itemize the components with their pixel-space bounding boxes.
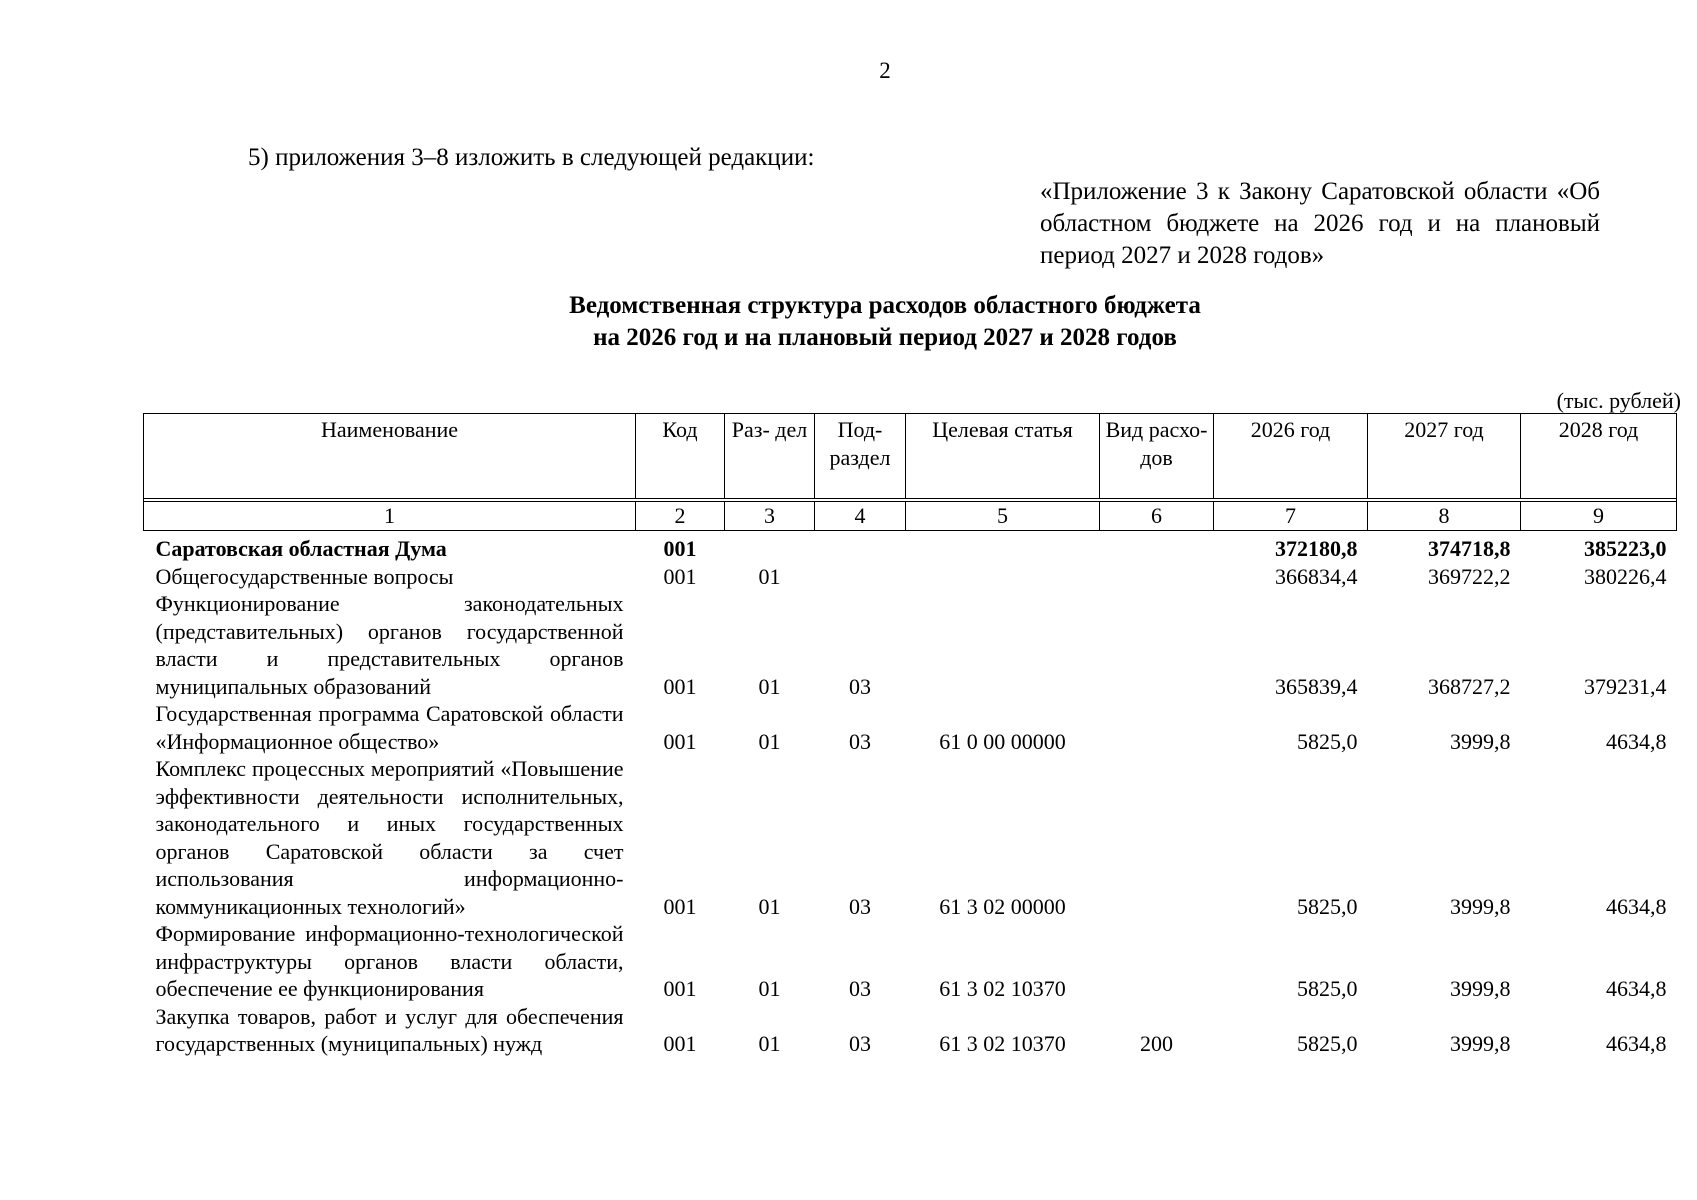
- cell-section: 01: [758, 673, 781, 699]
- cell-expense-type: [1100, 700, 1214, 755]
- header-2026: 2026 год: [1214, 414, 1368, 499]
- column-number: 7: [1214, 502, 1368, 531]
- cell-target: 61 3 02 10370: [939, 1031, 1066, 1056]
- cell-code: 001: [663, 673, 697, 699]
- header-code: Код: [636, 414, 725, 499]
- column-number: 9: [1521, 502, 1677, 531]
- cell-code: 001: [663, 563, 697, 589]
- header-target: Целевая статья: [906, 414, 1100, 499]
- cell-2027: 374718,8: [1428, 536, 1511, 561]
- intro-paragraph: 5) приложения 3–8 изложить в следующей редакции:: [248, 144, 815, 171]
- cell-code: 001: [663, 536, 697, 561]
- cell-subsection: [815, 563, 906, 591]
- cell-subsection: 03: [849, 728, 871, 754]
- cell-name: Саратовская областная Дума: [155, 536, 447, 561]
- cell-2026: 5825,0: [1297, 1031, 1358, 1056]
- title-line-2: на 2026 год и на плановый период 2027 и 2028 годов: [593, 324, 1177, 351]
- cell-2028: 379231,4: [1584, 673, 1667, 699]
- cell-2026: 365839,4: [1275, 673, 1358, 699]
- cell-target: 61 0 00 00000: [939, 728, 1066, 754]
- cell-expense-type: [1100, 531, 1214, 563]
- header-2027: 2027 год: [1368, 414, 1521, 499]
- table-row: [144, 1003, 1677, 1058]
- table-row: [144, 755, 1677, 920]
- cell-target: [906, 590, 1100, 700]
- unit-label: (тыс. рублей): [1556, 388, 1681, 413]
- cell-code: 001: [663, 893, 697, 919]
- cell-2026: 5825,0: [1297, 893, 1358, 919]
- appendix-reference: «Приложение 3 к Закону Саратовской области «Об областном бюджете на 2026 год и на плановый период 2027 и 2028 годов»: [1040, 178, 1600, 269]
- cell-target: 61 3 02 00000: [939, 893, 1066, 919]
- cell-section: 01: [758, 728, 781, 754]
- header-2028: 2028 год: [1521, 414, 1677, 499]
- cell-code: 001: [663, 976, 697, 1001]
- cell-name: Комплекс процессных мероприятий «Повышение эффективности деятельности исполнительных, законодательного и иных государственных органов Саратовской области за счет использования информационно-коммуникационных технологий»: [155, 756, 624, 919]
- cell-2028: 4634,8: [1606, 893, 1667, 919]
- cell-2026: 366834,4: [1275, 563, 1358, 589]
- cell-expense-type: 200: [1140, 1031, 1173, 1056]
- cell-2028: 4634,8: [1606, 1031, 1667, 1056]
- cell-2027: 3999,8: [1450, 893, 1511, 919]
- budget-table: [143, 413, 1677, 1058]
- column-number: 5: [906, 502, 1100, 531]
- table-row: [144, 700, 1677, 755]
- column-number: 2: [636, 502, 725, 531]
- cell-code: 001: [663, 728, 697, 754]
- title-line-1: Ведомственная структура расходов областного бюджета: [569, 292, 1201, 319]
- cell-2026: 5825,0: [1297, 976, 1358, 1001]
- table-row: [144, 563, 1677, 591]
- cell-2027: 369722,2: [1428, 563, 1511, 589]
- document-title: [0, 290, 1697, 354]
- page-number: 2: [879, 58, 891, 83]
- cell-expense-type: [1100, 755, 1214, 920]
- cell-2027: 3999,8: [1450, 1031, 1511, 1056]
- column-number: 1: [144, 502, 636, 531]
- cell-section: 01: [758, 563, 781, 589]
- cell-subsection: 03: [849, 1031, 871, 1056]
- table-body: [144, 531, 1677, 1058]
- cell-target: [906, 563, 1100, 591]
- cell-2028: 4634,8: [1606, 976, 1667, 1001]
- cell-subsection: [815, 531, 906, 563]
- cell-subsection: 03: [849, 976, 871, 1001]
- cell-2026: 372180,8: [1275, 536, 1358, 561]
- cell-expense-type: [1100, 920, 1214, 1003]
- cell-2027: 3999,8: [1450, 728, 1511, 754]
- cell-expense-type: [1100, 590, 1214, 700]
- column-number-row: [144, 502, 1677, 531]
- cell-2027: 368727,2: [1428, 673, 1511, 699]
- column-number: 6: [1100, 502, 1214, 531]
- cell-name: Формирование информационно-технологической инфраструктуры органов власти области, обеспечение ее функционирования: [155, 921, 624, 1001]
- cell-2028: 380226,4: [1584, 563, 1667, 589]
- cell-name: Общегосударственные вопросы: [155, 563, 454, 589]
- cell-section: [725, 531, 815, 563]
- table-row: [144, 920, 1677, 1003]
- cell-section: 01: [758, 893, 781, 919]
- cell-section: 01: [758, 1031, 781, 1056]
- cell-2028: 385223,0: [1584, 536, 1667, 561]
- header-name: Наименование: [144, 414, 636, 499]
- cell-2026: 5825,0: [1297, 728, 1358, 754]
- column-number: 3: [725, 502, 815, 531]
- table-row: [144, 590, 1677, 700]
- column-number: 4: [815, 502, 906, 531]
- table-row: [144, 531, 1677, 563]
- header-expense-type: Вид расхо- дов: [1100, 414, 1214, 499]
- cell-target: 61 3 02 10370: [939, 976, 1066, 1001]
- cell-2028: 4634,8: [1606, 728, 1667, 754]
- cell-section: 01: [758, 976, 781, 1001]
- cell-name: Функционирование законодательных (представительных) органов государственной власти и представительных органов муниципальных образований: [155, 591, 624, 699]
- cell-target: [906, 531, 1100, 563]
- cell-code: 001: [663, 1031, 697, 1056]
- cell-expense-type: [1100, 563, 1214, 591]
- cell-name: Государственная программа Саратовской области «Информационное общество»: [155, 701, 624, 754]
- cell-2027: 3999,8: [1450, 976, 1511, 1001]
- cell-subsection: 03: [849, 673, 871, 699]
- cell-name: Закупка товаров, работ и услуг для обеспечения государственных (муниципальных) нужд: [155, 1003, 624, 1056]
- header-subsection: Под- раздел: [815, 414, 906, 499]
- cell-subsection: 03: [849, 893, 871, 919]
- column-number: 8: [1368, 502, 1521, 531]
- table-header-row: [144, 414, 1677, 499]
- header-section: Раз- дел: [725, 414, 815, 499]
